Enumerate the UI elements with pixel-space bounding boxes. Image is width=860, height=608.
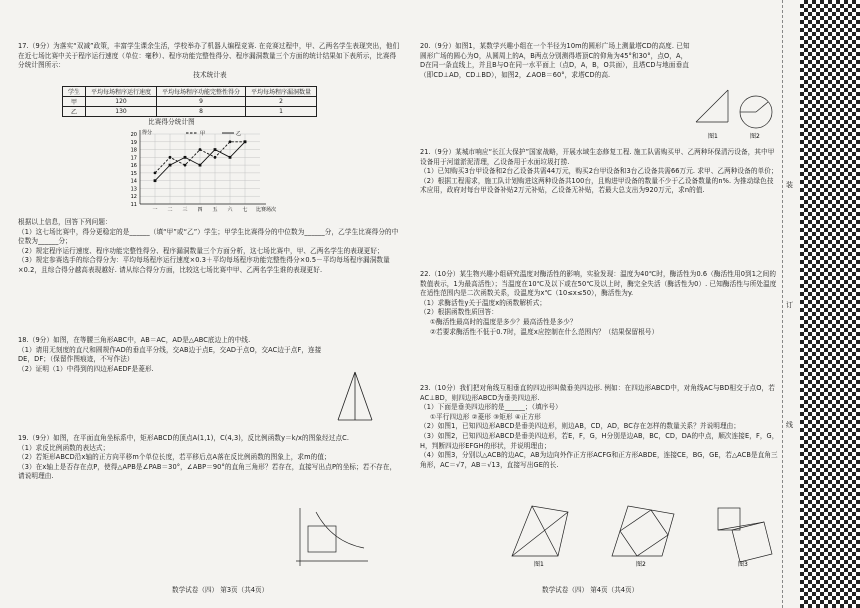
tower-figures — [692, 82, 778, 144]
question-18 — [18, 336, 328, 374]
q19-sub1: （1）求反比例函数的表达式； — [18, 443, 110, 452]
right-footer: 数学试卷（四） 第4页（共4页） — [542, 586, 639, 594]
fig-label-3: 图3 — [738, 561, 748, 568]
table-cell: 9 — [157, 97, 246, 107]
q17-intro: 17.（9分）为落实“双减”政策，丰富学生课余生活，学校举办了机器人编程竞赛. 在竞赛过程中，甲、乙两名学生表现突出，他们在近七场比赛中关于程序运行速度（单位：毫秒）、程序功能完整性得分、程序漏洞数量三个方面的统计结果如下表所示，比赛得分统计图所示： — [18, 42, 400, 70]
q17-sub1: （1）这七场比赛中，得分更稳定的是______（填“甲”或“乙”）学生；甲学生比赛得分的中位数为______分，乙学生比赛得分的中位数为______分； — [18, 227, 399, 246]
data-point — [229, 156, 232, 159]
data-point — [214, 156, 217, 159]
table-header-cell: 平均每场程序运行速度 — [86, 87, 157, 97]
checker-pattern-margin — [800, 0, 860, 608]
y-tick-label: 13 — [130, 186, 137, 193]
quadrilateral-figures — [502, 500, 782, 568]
q22-sub2a: ①酶活性最高时的温度是多少？最高活性是多少？ — [430, 317, 577, 326]
q23-sub4: （4）如图3，分别以△ACB的边AC，AB为边向外作正方形ACFG和正方形ABDE，连接CE，BG，GE，若△ACB是直角三角形，AC＝√7，AB＝√13，直接写出GE的长. — [420, 451, 778, 469]
q22-intro: 22.（10分）某生物兴趣小组研究温度对酶活性的影响，实验发现：温度为40℃时，酶活性为0.6（酶活性用0到1之间的数值表示，1为最高活性）；当温度在10℃及以下或在50℃及以上时，酶完全失活（酶活性为0）. 已知酶活性与所处温度在适性范围内是二次函数关系，设温度为x℃（10≤x≤50），酶活性为y. — [420, 270, 777, 298]
question-22 — [420, 270, 780, 337]
score-line-chart — [118, 128, 288, 220]
margin-label: 线 — [786, 421, 793, 429]
y-tick-label: 20 — [130, 132, 137, 138]
right-page — [412, 0, 782, 608]
q22-sub1: （1）求酶活性y关于温度x的函数解析式； — [420, 298, 547, 307]
x-tick-label: 六 — [227, 207, 233, 213]
y-tick-label: 14 — [130, 178, 137, 185]
q17-sub2: （2）规定程序运行速度、程序功能完整性得分、程序漏洞数量三个方面分析，这七场比赛中，甲、乙两名学生的表现更好； — [18, 246, 384, 255]
data-point — [154, 171, 157, 174]
table-cell: 8 — [157, 107, 246, 117]
y-tick-label: 16 — [130, 163, 137, 170]
q18-intro: 18.（9分）如图，在等腰三角形ABC中，AB＝AC，AD是△ABC底边上的中线. — [18, 336, 251, 344]
y-tick-label: 19 — [130, 139, 137, 146]
question-17 — [18, 42, 402, 80]
x-tick-label: 七 — [242, 207, 248, 213]
fig-label-1: 图1 — [534, 561, 544, 568]
q21-sub1: （1）已知购买3台甲设备和2台乙设备共需44万元，购买2台甲设备和3台乙设备共需66万元. 求甲、乙两种设备的单价； — [420, 167, 778, 176]
y-axis-label: 得分 — [142, 130, 153, 136]
x-tick-label: 一 — [152, 207, 158, 213]
legend-label: 乙 — [236, 131, 242, 137]
table-cell: 130 — [86, 107, 157, 117]
table-row — [63, 97, 317, 107]
fig2-label: 图2 — [750, 133, 760, 140]
table-header-cell: 学生 — [63, 87, 86, 97]
q17-subquestions — [18, 218, 402, 276]
table-cell: 甲 — [63, 97, 86, 107]
data-point — [169, 156, 172, 159]
y-tick-label: 18 — [130, 147, 137, 154]
data-point — [199, 164, 202, 167]
table-header-cell: 平均每场程序漏洞数量 — [246, 87, 317, 97]
fig1-label: 图1 — [708, 133, 718, 140]
chart-caption: 比赛得分统计图 — [148, 118, 195, 126]
data-point — [229, 140, 232, 143]
margin-label: 订 — [786, 301, 793, 309]
data-point — [169, 164, 172, 167]
y-tick-label: 17 — [130, 155, 137, 162]
y-tick-label: 15 — [130, 170, 137, 177]
q21-intro: 21.（9分）某城市响应“长江大保护”国家战略，开展水域生态修复工程. 施工队需购买甲、乙两种环保清污设备，其中甲设备用于河道淤泥清理，乙设备用于水面垃圾打捞. — [420, 148, 775, 166]
stats-table — [62, 86, 317, 117]
q17-after: 根据以上信息，回答下列问题： — [18, 218, 112, 226]
q21-sub2: （2）根据工程需求，施工队计划购进这两种设备共100台，且购进甲设备的数量不少于乙设备数量的n%. 为推动绿色技术应用，政府对每台甲设备补贴2万元补贴，乙设备无补贴，若最大总支出为920万元，求n的值. — [420, 176, 774, 195]
y-tick-label: 11 — [130, 202, 137, 208]
legend-label: 甲 — [200, 131, 206, 137]
table-header-cell: 平均每场程序功能完整性得分 — [157, 87, 246, 97]
q22-sub2b: ②若要求酶活性不低于0.7时，温度x应控制在什么范围内？（结果保留根号） — [430, 327, 659, 336]
x-axis-label: 比赛场次 — [256, 207, 277, 213]
left-footer: 数学试卷（四） 第3页（共4页） — [172, 586, 269, 594]
q19-intro: 19.（9分）如图，在平面直角坐标系中，矩形ABCD的顶点A(1,1)，C(4,3)，反比例函数y＝k/x的图象经过点C. — [18, 434, 350, 442]
coordinate-figure — [292, 506, 370, 568]
data-point — [184, 156, 187, 159]
q22-sub2: （2）根据函数性质回答： — [420, 308, 498, 317]
q23-sub2: （2）如图1，已知四边形ABCD是垂美四边形，则边AB，CD，AD，BC存在怎样的数量关系？并说明理由； — [420, 422, 741, 431]
q18-sub1: （1）请用无刻度的直尺和圆规作AD的垂直平分线，交AB边于点E，交AD于点O，交AC边于点F，连接DE，DF；（保留作图痕迹，不写作法） — [18, 345, 322, 364]
q18-sub2: （2）证明（1）中得到的四边形AEDF是菱形. — [18, 364, 154, 373]
table-cell: 2 — [246, 97, 317, 107]
question-19 — [18, 434, 402, 482]
triangle-figure — [330, 368, 380, 426]
q23-options: ①平行四边形 ②菱形 ③矩形 ④正方形 — [430, 412, 541, 421]
data-point — [199, 148, 202, 151]
x-tick-label: 三 — [182, 207, 188, 213]
table-row — [63, 107, 317, 117]
q19-sub2: （2）若矩形ABCD沿x轴的正方向平移m个单位长度，若平移后点A落在反比例函数的图象上，求m的值； — [18, 453, 331, 462]
data-point — [184, 164, 187, 167]
question-20 — [420, 42, 690, 80]
table-cell: 1 — [246, 107, 317, 117]
left-page — [0, 0, 412, 608]
q23-sub1: （1）下面是垂美四边形的是______；（填序号） — [420, 403, 562, 412]
q19-sub3: （3）在x轴上是否存在点P，使得△APB是∠PAB＝30°，∠ABP＝90°的直角三角形？若存在，直接写出点P的坐标；若不存在，请说明理由. — [18, 462, 397, 481]
x-tick-label: 五 — [212, 207, 218, 213]
x-tick-label: 四 — [197, 207, 203, 213]
q23-sub3: （3）如图2，已知四边形ABCD是垂美四边形，若E，F，G，H分别是边AB，BC，CD，DA的中点，顺次连接E，F，G，H，判断四边形EFGH的形状，并说明理由； — [420, 431, 779, 450]
question-21 — [420, 148, 780, 196]
y-tick-label: 12 — [130, 194, 137, 201]
q20-intro: 20.（9分）如图1，某数学兴趣小组在一个半径为10m的圆形广场上测量塔CD的高度. 已知圆形广场的圆心为O，从圆周上的A，B两点分别测得塔顶C的仰角为45°和30°，点O，A，D在同一条直线上，并且B与O在同一水平面上（点D，A，B，O共面），且塔CD与地面垂直（即CD⊥AD，CD⊥BD），如图2，∠AOB＝60°，求塔CD的高. — [420, 42, 690, 79]
table-cell: 120 — [86, 97, 157, 107]
data-point — [154, 179, 157, 182]
q17-table-title: 技术统计表 — [193, 70, 227, 79]
fig-label-2: 图2 — [636, 561, 646, 568]
question-23 — [420, 384, 780, 470]
table-cell: 乙 — [63, 107, 86, 117]
x-tick-label: 二 — [167, 207, 173, 213]
table-header-row — [63, 87, 317, 97]
q23-intro: 23.（10分）我们把对角线互相垂直的四边形叫做垂美四边形. 例如：在四边形ABCD中，对角线AC与BD相交于点O，若AC⊥BD，则四边形ABCD为垂美四边形. — [420, 384, 775, 402]
q17-sub3: （3）规定参赛选手的综合得分为：平均每场程序运行速度×0.3＋平均每场程序功能完整性得分×0.5－平均每场程序漏洞数量×0.2，且综合得分越高表现越好. 请从综合得分方面，比较这七场比赛中甲、乙两名学生谁的表现更好. — [18, 256, 390, 274]
margin-label: 装 — [786, 181, 793, 189]
data-point — [214, 148, 217, 151]
data-point — [244, 140, 247, 143]
